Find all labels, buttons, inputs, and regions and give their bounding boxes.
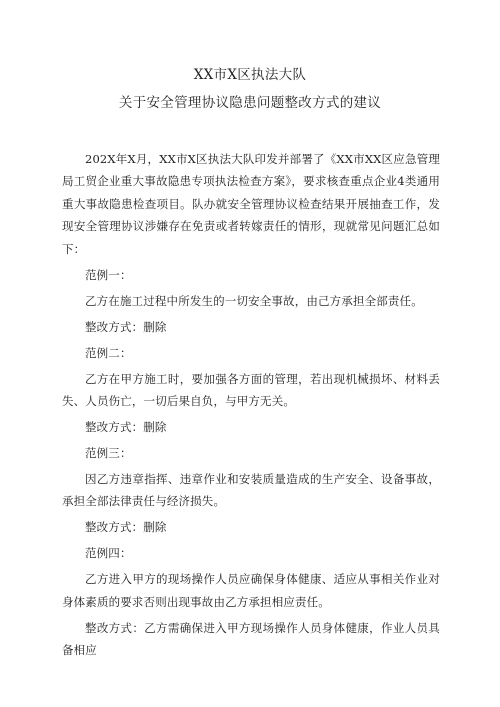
paragraph-example1-fix: 整改方式：删除: [85, 319, 167, 334]
paragraph-example1-heading: 范例一：: [85, 267, 132, 282]
paragraph-example3-heading: 范例三：: [85, 446, 132, 461]
paragraph-example2-heading: 范例二：: [85, 345, 132, 360]
paragraph-example4-fix: 整改方式：乙方需确保进入甲方现场操作人员身体健康，作业人员具备相应: [62, 620, 440, 658]
paragraph-example3-fix: 整改方式：删除: [85, 520, 167, 535]
paragraph-example1-text: 乙方在施工过程中所发生的一切安全事故，由己方承担全部责任。: [85, 293, 423, 308]
paragraph-example4-text: 乙方进入甲方的现场操作人员应确保身体健康、适应从事相关作业对身体素质的要求否则出现事故由乙方承担相应责任。: [62, 572, 440, 609]
paragraph-example2-text: 乙方在甲方施工时，要加强各方面的管理，若出现机械损坏、材料丢失、人员伤亡，一切后果自负，与甲方无关。: [62, 371, 440, 409]
document-title-line1: XX市X区执法大队: [193, 67, 307, 83]
paragraph-example3-text: 因乙方违章指挥、违章作业和安装质量造成的生产安全、设备事故，承担全部法律责任与经济损失。: [62, 472, 440, 509]
paragraph-example2-fix: 整改方式：删除: [85, 420, 167, 435]
document-title-line2: 关于安全管理协议隐患问题整改方式的建议: [118, 95, 382, 111]
document-body: [62, 148, 440, 665]
paragraph-intro: 202X年X月，XX市X区执法大队印发并部署了《XX市XX区应急管理局工贸企业重大事故隐患专项执法检查方案》，要求核查重点企业4类通用重大事故隐患检查项目。队办就安全管理协议检查结果开展抽查工作，发现安全管理协议涉嫌存在免责或者转嫁责任的情形，现就常见问题汇总如下：: [62, 152, 440, 256]
paragraph-example4-heading: 范例四：: [85, 546, 132, 561]
